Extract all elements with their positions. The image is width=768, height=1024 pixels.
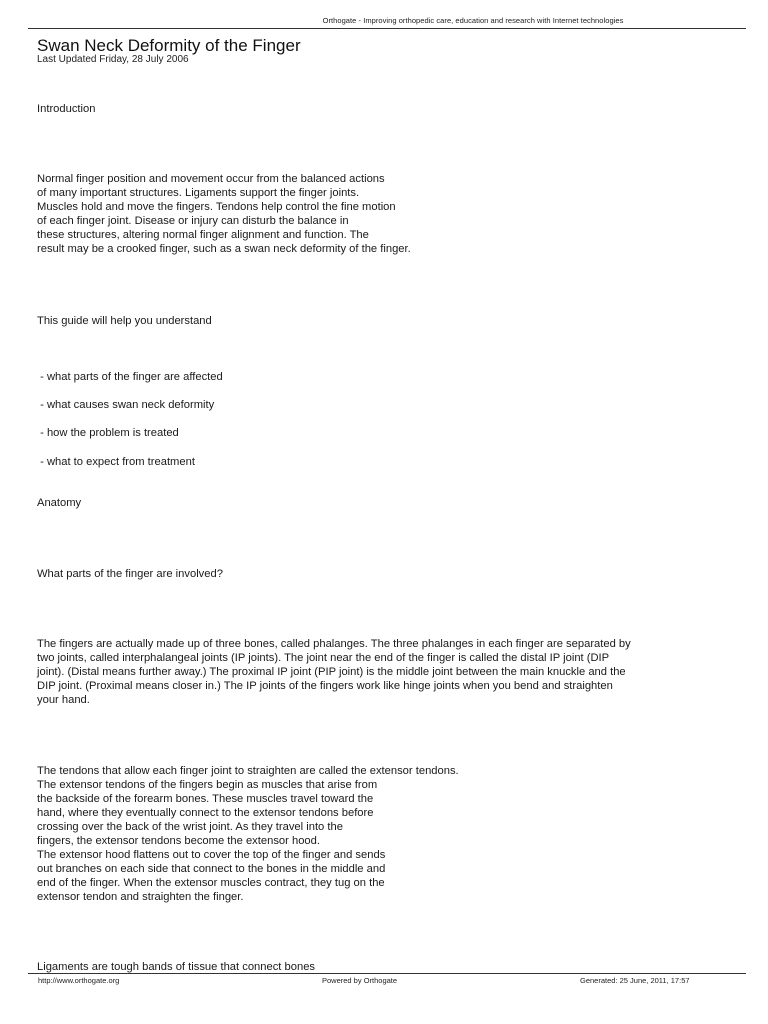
paragraph-line: hand, where they eventually connect to the extensor tendons before (37, 807, 374, 819)
site-tagline: Orthogate - Improving orthopedic care, education and research with Internet technologies (322, 16, 624, 25)
paragraph-line: fingers, the extensor tendons become the extensor hood. (37, 835, 320, 847)
introduction-heading: Introduction (37, 103, 96, 115)
page-title: Swan Neck Deformity of the Finger (37, 36, 301, 55)
introduction-paragraph (37, 172, 411, 256)
paragraph-line: The tendons that allow each finger joint to straighten are called the extensor tendons. (37, 765, 459, 777)
guide-list-item: - how the problem is treated (37, 427, 179, 439)
footer-divider (28, 973, 746, 974)
footer-url-link[interactable]: http://www.orthogate.org (38, 976, 120, 985)
paragraph-line: Muscles hold and move the fingers. Tendons help control the fine motion (37, 201, 396, 213)
ligaments-paragraph: Ligaments are tough bands of tissue that connect bones (37, 961, 316, 973)
header-divider (28, 28, 746, 29)
paragraph-line: result may be a crooked finger, such as a swan neck deformity of the finger. (37, 243, 411, 255)
paragraph-line: The extensor tendons of the fingers begin as muscles that arise from (37, 779, 378, 791)
paragraph-line: joint). (Distal means further away.) The proximal IP joint (PIP joint) is the middle joint between the main knuckle and the (37, 666, 626, 678)
guide-intro-text: This guide will help you understand (37, 315, 212, 327)
last-updated-date: Last Updated Friday, 28 July 2006 (37, 54, 189, 65)
paragraph-line: Normal finger position and movement occur from the balanced actions (37, 173, 385, 185)
paragraph-line: two joints, called interphalangeal joints (IP joints). The joint near the end of the finger is called the distal IP joint (DIP (37, 652, 610, 664)
guide-list-item: - what to expect from treatment (37, 456, 195, 468)
paragraph-line: of each finger joint. Disease or injury can disturb the balance in (37, 215, 349, 227)
paragraph-line: extensor tendon and straighten the finger. (37, 891, 244, 903)
guide-list-item: - what causes swan neck deformity (37, 399, 215, 411)
anatomy-question: What parts of the finger are involved? (37, 568, 223, 580)
footer-generated-date: Generated: 25 June, 2011, 17:57 (580, 976, 690, 985)
guide-list-item: - what parts of the finger are affected (37, 371, 223, 383)
footer-powered-by: Powered by Orthogate (322, 976, 398, 985)
paragraph-line: out branches on each side that connect to the bones in the middle and (37, 863, 386, 875)
phalanges-paragraph (37, 637, 631, 707)
paragraph-line: crossing over the back of the wrist joint. As they travel into the (37, 821, 343, 833)
paragraph-line: end of the finger. When the extensor muscles contract, they tug on the (37, 877, 385, 889)
paragraph-line: these structures, altering normal finger alignment and function. The (37, 229, 369, 241)
extensor-tendons-paragraph (37, 764, 459, 904)
paragraph-line: of many important structures. Ligaments support the finger joints. (37, 187, 360, 199)
paragraph-line: The extensor hood flattens out to cover the top of the finger and sends (37, 849, 386, 861)
paragraph-line: DIP joint. (Proximal means closer in.) The IP joints of the fingers work like hinge joints when you bend and straighten (37, 680, 613, 692)
paragraph-line: The fingers are actually made up of three bones, called phalanges. The three phalanges in each finger are separated by (37, 638, 631, 650)
paragraph-line: the backside of the forearm bones. These muscles travel toward the (37, 793, 374, 805)
paragraph-line: your hand. (37, 694, 90, 706)
anatomy-heading: Anatomy (37, 497, 82, 509)
